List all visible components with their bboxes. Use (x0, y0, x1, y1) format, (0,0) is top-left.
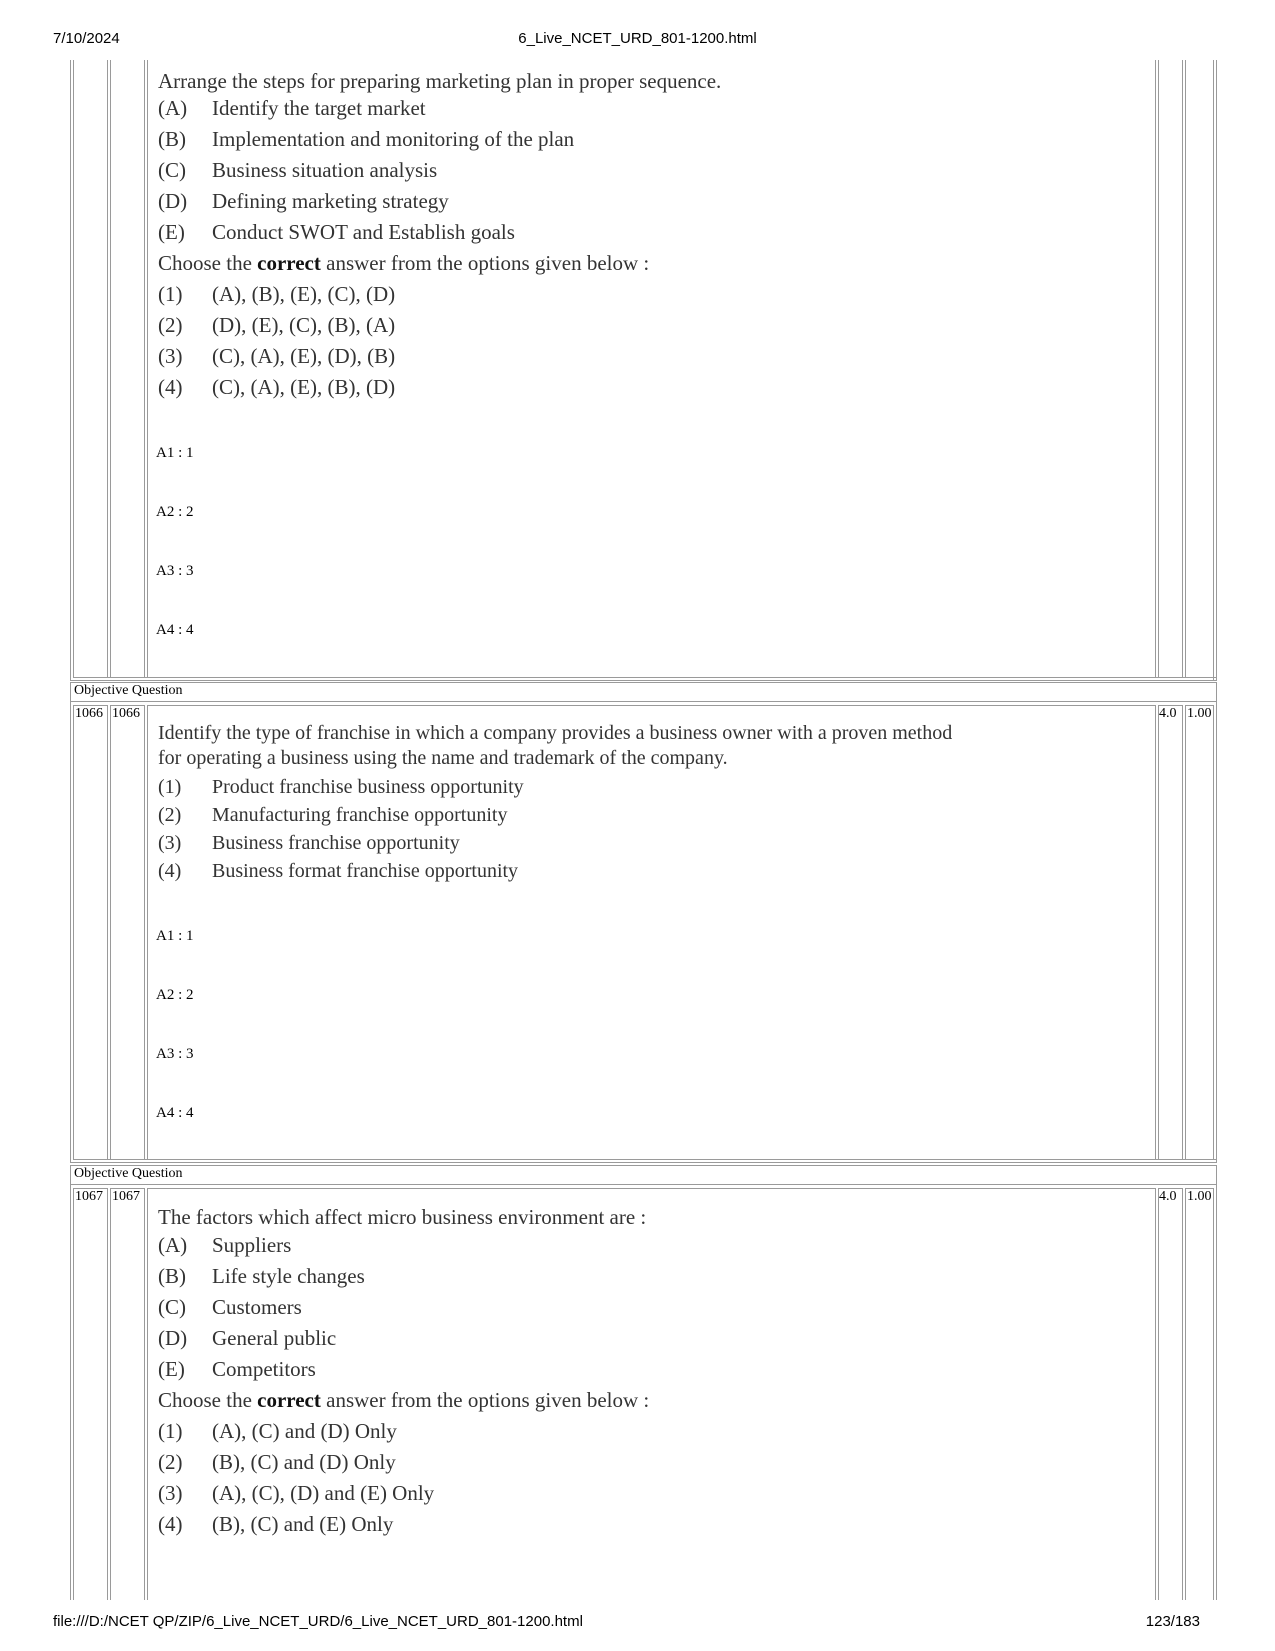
option-text: (C), (A), (E), (D), (B) (212, 344, 396, 368)
item-label: (E) (158, 1357, 185, 1381)
answer-option (158, 282, 395, 307)
print-page-number: 123/183 (1145, 1613, 1200, 1630)
item-label: (B) (158, 1264, 186, 1288)
statement-item (158, 158, 437, 183)
answer-option (158, 860, 518, 883)
choose-instruction: Choose the correct answer from the options given below : (158, 1388, 650, 1412)
option-text: Product franchise business opportunity (212, 776, 524, 798)
answer-option (158, 776, 524, 799)
item-text: Implementation and monitoring of the plan (212, 127, 575, 151)
item-text: Conduct SWOT and Establish goals (212, 220, 515, 244)
answer-option (158, 1450, 396, 1475)
statement-item (158, 127, 574, 152)
option-label: (1) (158, 282, 183, 306)
item-label: (D) (158, 1326, 188, 1350)
item-label: (A) (158, 96, 188, 120)
section-label: Objective Question (74, 1166, 183, 1181)
option-text: (A), (C), (D) and (E) Only (212, 1481, 435, 1505)
option-label: (1) (158, 1419, 183, 1443)
answer-key: A4 : 4 (156, 1105, 194, 1121)
option-label: (3) (158, 1481, 183, 1505)
question-stem: Arrange the steps for preparing marketing plan in proper sequence. (158, 69, 722, 93)
answer-option (158, 313, 395, 338)
statement-item (158, 189, 449, 214)
option-text: (B), (C) and (E) Only (212, 1512, 394, 1536)
marks: 4.0 (1159, 1189, 1177, 1204)
negative-marks: 1.00 (1187, 706, 1212, 721)
item-text: General public (212, 1326, 337, 1350)
statement-item (158, 1295, 302, 1320)
negative-marks: 1.00 (1187, 1189, 1212, 1204)
item-text: Defining marketing strategy (212, 189, 449, 213)
option-text: (C), (A), (E), (B), (D) (212, 375, 396, 399)
item-label: (B) (158, 127, 186, 151)
option-label: (2) (158, 1450, 183, 1474)
answer-key: A1 : 1 (156, 445, 194, 461)
item-label: (E) (158, 220, 185, 244)
question-stem-line: for operating a business using the name and trademark of the company. (158, 747, 728, 769)
question-stem-line: Identify the type of franchise in which a company provides a business owner with a proven method (158, 722, 953, 744)
item-label: (C) (158, 158, 186, 182)
question-id: 1066 (112, 706, 140, 721)
answer-option (158, 344, 395, 369)
section-label: Objective Question (74, 683, 183, 698)
item-label: (D) (158, 189, 188, 213)
item-text: Business situation analysis (212, 158, 438, 182)
print-page-title: 6_Live_NCET_URD_801-1200.html (518, 30, 757, 47)
answer-key: A2 : 2 (156, 987, 194, 1003)
answer-key: A4 : 4 (156, 622, 194, 638)
choose-instruction: Choose the correct answer from the options given below : (158, 251, 650, 275)
marks: 4.0 (1159, 706, 1177, 721)
statement-item (158, 1264, 365, 1289)
answer-option (158, 1419, 397, 1444)
option-label: (1) (158, 776, 182, 798)
item-text: Life style changes (212, 1264, 365, 1288)
statement-item (158, 96, 426, 121)
option-label: (4) (158, 375, 183, 399)
option-label: (2) (158, 804, 182, 826)
option-text: (D), (E), (C), (B), (A) (212, 313, 396, 337)
answer-key: A3 : 3 (156, 1046, 194, 1062)
serial-number: 1067 (75, 1189, 103, 1204)
question-id: 1067 (112, 1189, 140, 1204)
statement-item (158, 220, 515, 245)
question-stem: The factors which affect micro business environment are : (158, 1205, 647, 1229)
answer-option (158, 832, 460, 855)
option-text: (B), (C) and (D) Only (212, 1450, 396, 1474)
statement-item (158, 1357, 316, 1382)
answer-key: A3 : 3 (156, 563, 194, 579)
answer-option (158, 804, 507, 827)
option-label: (4) (158, 1512, 183, 1536)
option-text: Business franchise opportunity (212, 832, 460, 854)
answer-key: A2 : 2 (156, 504, 194, 520)
answer-key: A1 : 1 (156, 928, 194, 944)
item-label: (A) (158, 1233, 188, 1257)
option-label: (3) (158, 344, 183, 368)
option-label: (4) (158, 860, 182, 882)
statement-item (158, 1326, 336, 1351)
option-text: Manufacturing franchise opportunity (212, 804, 508, 826)
print-file-url: file:///D:/NCET QP/ZIP/6_Live_NCET_URD/6_Live_NCET_URD_801-1200.html (53, 1613, 583, 1630)
serial-number: 1066 (75, 706, 103, 721)
item-text: Suppliers (212, 1233, 292, 1257)
option-text: (A), (C) and (D) Only (212, 1419, 397, 1443)
item-text: Competitors (212, 1357, 316, 1381)
option-text: Business format franchise opportunity (212, 860, 519, 882)
option-text: (A), (B), (E), (C), (D) (212, 282, 396, 306)
item-text: Identify the target market (212, 96, 426, 120)
item-text: Customers (212, 1295, 302, 1319)
answer-option (158, 1481, 434, 1506)
print-date: 7/10/2024 (53, 30, 120, 47)
item-label: (C) (158, 1295, 186, 1319)
answer-option (158, 375, 395, 400)
option-label: (3) (158, 832, 182, 854)
option-label: (2) (158, 313, 183, 337)
statement-item (158, 1233, 291, 1258)
answer-option (158, 1512, 393, 1537)
